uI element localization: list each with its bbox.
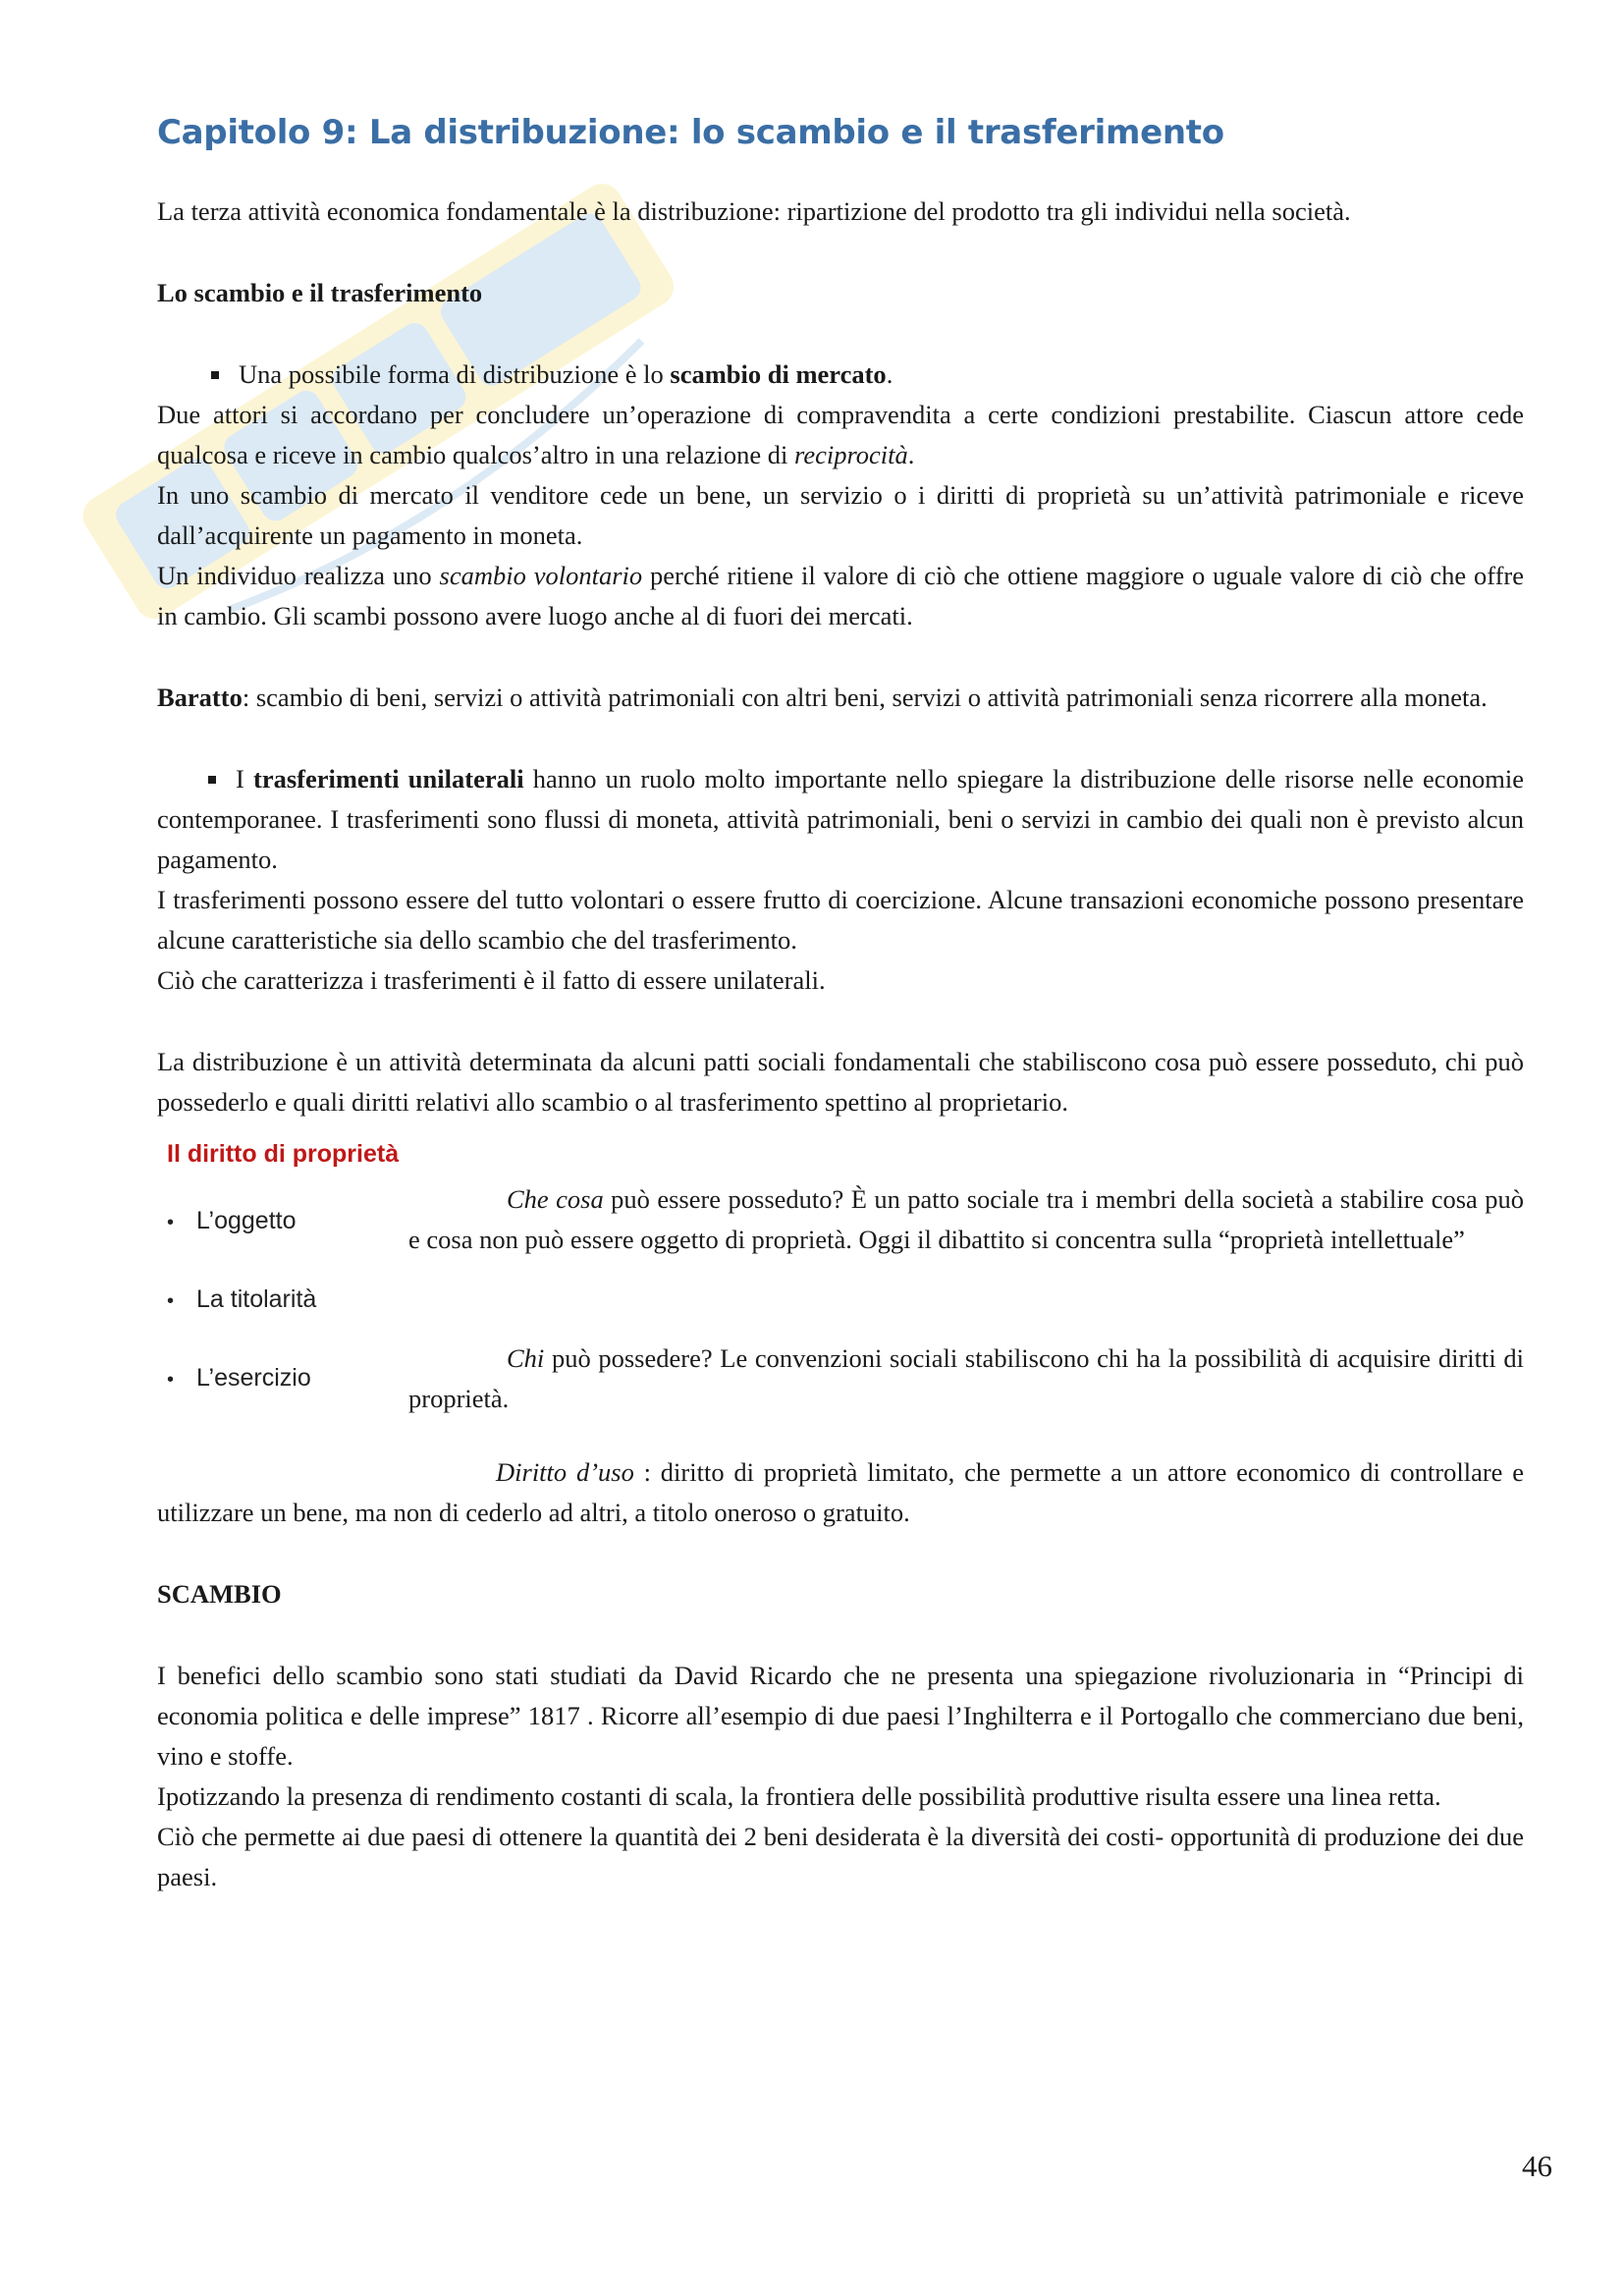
- intro-paragraph: La terza attività economica fondamentale è la distribuzione: ripartizione del prodotto tra gli individui nella società.: [157, 196, 1351, 226]
- paragraph-ricardo: I benefici dello scambio sono stati studiati da David Ricardo che ne presenta una spiegazione rivoluzionaria in “Principi di economia politica e delle imprese” 1817 . Ricorre all’esempio di due paesi l’Inghilterra e il Portogallo che commerciano due beni, vino e stoffe.: [157, 1661, 1524, 1771]
- page-number: 46: [1522, 2149, 1552, 2183]
- figure-text-oggetto: Che cosa può essere posseduto? È un patto sociale tra i membri della società a stabilire cosa può e cosa non può essere oggetto di proprietà. Oggi il dibattito si concentra sulla “proprietà intellettuale”: [408, 1184, 1524, 1254]
- paragraph-diritto-uso: Diritto d’uso : diritto di proprietà limitato, che permette a un attore economico di controllare e utilizzare un bene, ma non di cederlo ad altri, a titolo oneroso o gratuito.: [157, 1457, 1524, 1527]
- paragraph-unilaterali: Ciò che caratterizza i trasferimenti è il fatto di essere unilaterali.: [157, 965, 826, 995]
- figure-text-titolarita: Chi può possedere? Le convenzioni sociali stabiliscono chi ha la possibilità di acquisire diritti di proprietà.: [408, 1343, 1524, 1413]
- chapter-title: Capitolo 9: La distribuzione: lo scambio e il trasferimento: [157, 113, 1224, 152]
- paragraph-rendimenti: Ipotizzando la presenza di rendimento costanti di scala, la frontiera delle possibilità produttive risulta essere una linea retta.: [157, 1781, 1441, 1811]
- paragraph-costi-opportunita: Ciò che permette ai due paesi di ottenere la quantità dei 2 beni desiderata è la diversità dei costi- opportunità di produzione dei due paesi.: [157, 1822, 1524, 1891]
- paragraph-scambio-mercato: In uno scambio di mercato il venditore cede un bene, un servizio o i diritti di proprietà su un’attività patrimoniale e riceve dall’acquirente un pagamento in moneta.: [157, 480, 1524, 550]
- property-rights-section: [157, 1128, 1524, 1452]
- bullet-trasferimenti-unilaterali: I trasferimenti unilaterali hanno un ruolo molto importante nello spiegare la distribuzione delle risorse nelle economie contemporanee. I trasferimenti sono flussi di moneta, attività patrimoniali, beni o servizi in cambio dei quali non è previsto alcun pagamento.: [157, 764, 1524, 874]
- bullet-scambio-mercato: Una possibile forma di distribuzione è lo scambio di mercato.: [157, 355, 1524, 395]
- paragraph-compravendita: Due attori si accordano per concludere un’operazione di compravendita a certe condizioni prestabilite. Ciascun attore cede qualcosa e riceve in cambio qualcos’altro in una relazione di reciprocità.: [157, 400, 1524, 469]
- page-content: [157, 113, 1524, 1897]
- bullet-square-icon: [211, 371, 219, 379]
- paragraph-scambio-volontario: Un individuo realizza uno scambio volontario perché ritiene il valore di ciò che ottiene maggiore o uguale valore di ciò che offre in cambio. Gli scambi possono avere luogo anche al di fuori dei mercati.: [157, 561, 1524, 630]
- section-heading-scambio: SCAMBIO: [157, 1579, 282, 1609]
- figure-item: • La titolarità: [167, 1285, 317, 1313]
- section-heading-scambio-trasferimento: Lo scambio e il trasferimento: [157, 278, 483, 307]
- figure-item: • L’oggetto: [167, 1207, 297, 1234]
- property-rights-figure: [167, 1128, 442, 1423]
- paragraph-patti-sociali: La distribuzione è un attività determinata da alcuni patti sociali fondamentali che stabiliscono cosa può essere posseduto, chi può possederlo e quali diritti relativi allo scambio o al trasferimento spettino al proprietario.: [157, 1047, 1524, 1117]
- paragraph-volontari-coercizione: I trasferimenti possono essere del tutto volontari o essere frutto di coercizione. Alcune transazioni economiche possono presentare alcune caratteristiche sia dello scambio che del trasferimento.: [157, 885, 1524, 955]
- figure-item: • L’esercizio: [167, 1364, 311, 1392]
- bullet-square-icon: [208, 776, 216, 784]
- figure-title: Il diritto di proprietà: [167, 1140, 400, 1168]
- paragraph-baratto: Baratto: scambio di beni, servizi o attività patrimoniali con altri beni, servizi o attività patrimoniali senza ricorrere alla moneta.: [157, 683, 1488, 712]
